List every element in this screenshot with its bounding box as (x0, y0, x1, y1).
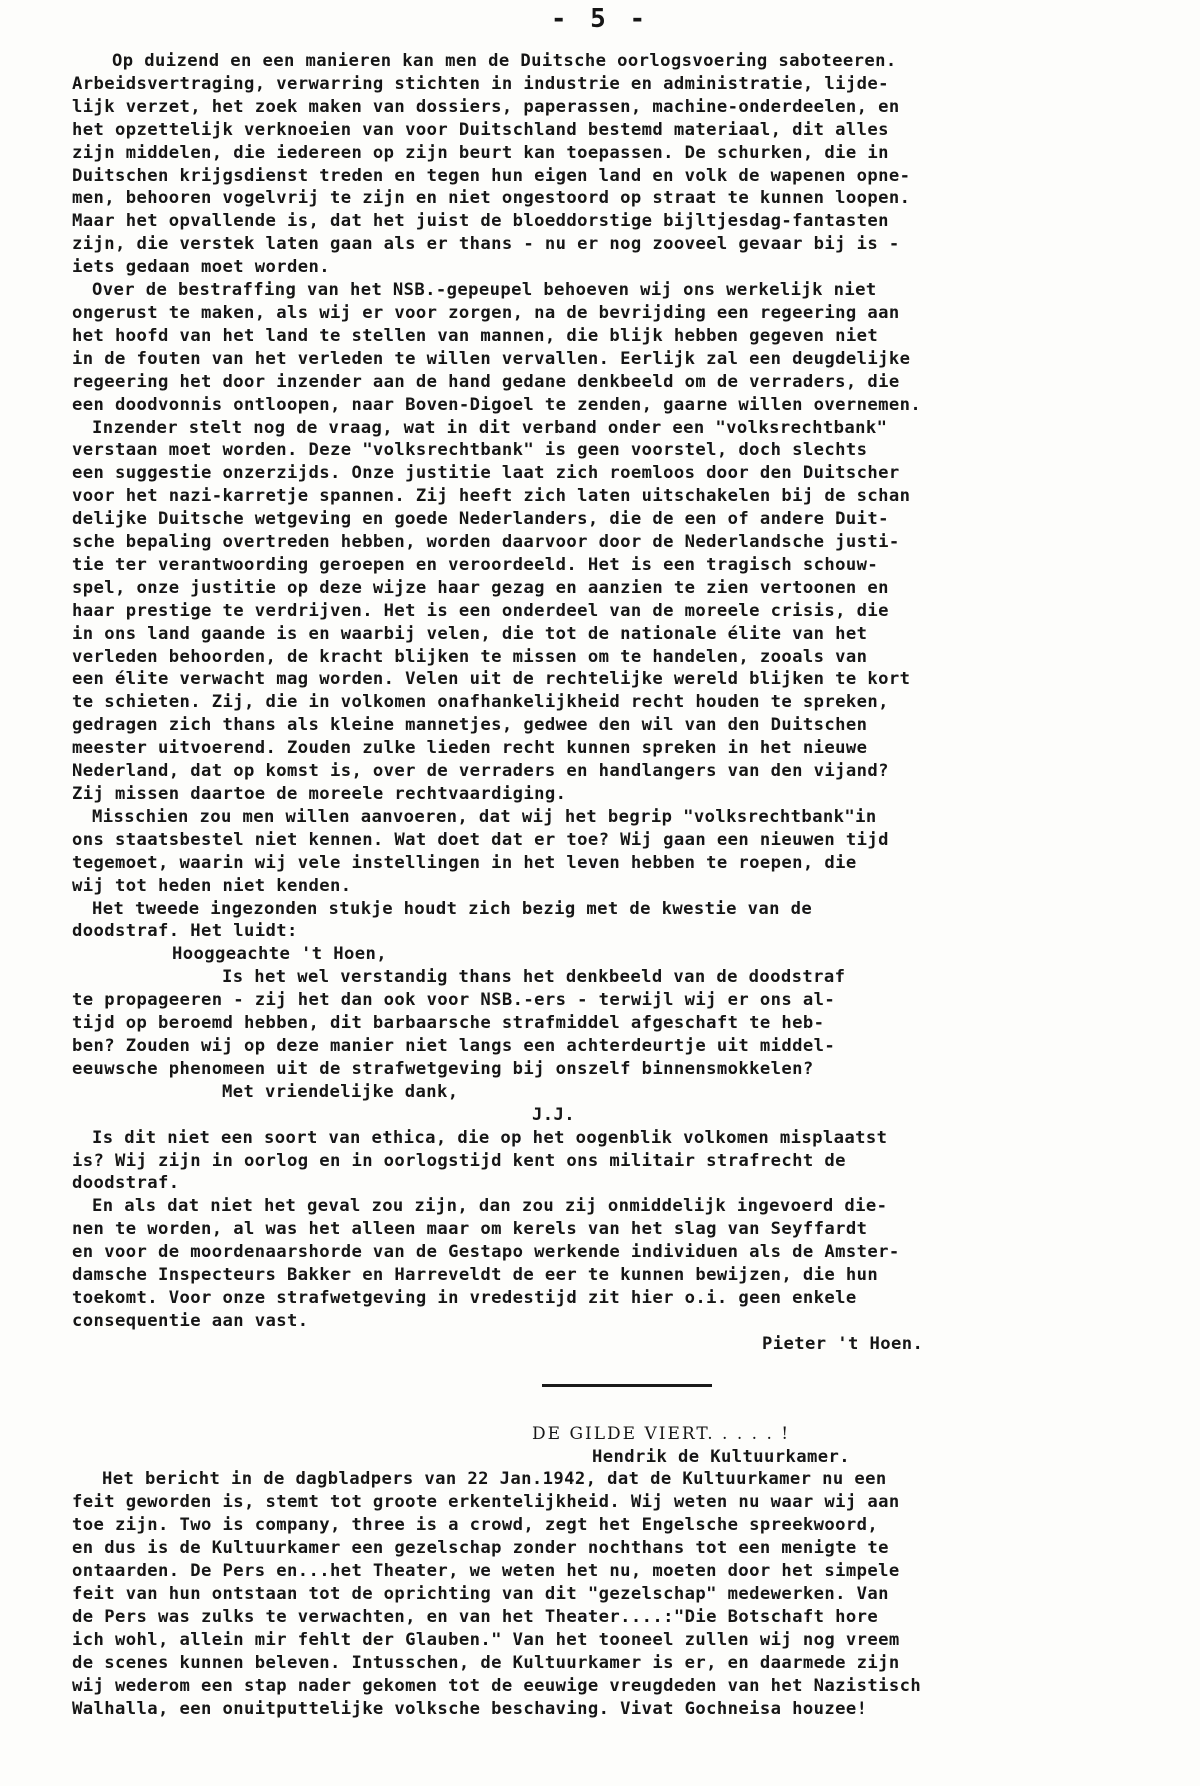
text-line: de Pers was zulks te verwachten, en van het Theater....:"Die Botschaft hore (72, 1606, 879, 1627)
text-line: Op duizend en een manieren kan men de Duitsche oorlogsvoering saboteeren. (112, 51, 897, 71)
text-line: lijk verzet, het zoek maken van dossiers, paperassen, machine-onderdeelen, en (72, 96, 900, 117)
text-line: Is het wel verstandig thans het denkbeeld van de doodstraf (222, 967, 846, 988)
author-signature: Pieter 't Hoen. (762, 1333, 924, 1354)
text-line: Inzender stelt nog de vraag, wat in dit verband onder een "volksrechtbank" (92, 417, 888, 438)
letter-closing: Met vriendelijke dank, (222, 1081, 459, 1102)
text-line: wij wederom een stap nader gekomen tot de eeuwige vreugdeden van het Nazistisch (72, 1675, 922, 1696)
text-line: ich wohl, allein mir fehlt der Glauben." Van het tooneel zullen wij nog vreem (72, 1629, 900, 1650)
text-line: Nederland, dat op komst is, over de verraders en handlangers van den vijand? (72, 761, 889, 782)
text-line: consequentie aan vast. (72, 1310, 309, 1331)
text-line: is? Wij zijn in oorlog en in oorlogstijd kent ons militair strafrecht de (72, 1150, 846, 1171)
text-line: feit geworden is, stemt tot groote erkentelijkheid. Wij weten nu waar wij aan (72, 1492, 900, 1513)
text-line: Maar het opvallende is, dat het juist de bloeddorstige bijltjesdag-fantasten (72, 211, 889, 232)
article-heading: DE GILDE VIERT. . . . . ! (532, 1423, 791, 1444)
text-line: te schieten. Zij, die in volkomen onafhankelijkheid recht houden te spreken, (72, 692, 889, 713)
text-line: men, behooren vogelvrij te zijn en niet ongestoord op straat te kunnen loopen. (72, 188, 911, 209)
text-line: delijke Duitsche wetgeving en goede Nederlanders, die de een of andere Duit- (72, 509, 889, 530)
paragraph (72, 279, 1152, 416)
document-body (72, 50, 1152, 1720)
text-line: Het tweede ingezonden stukje houdt zich bezig met de kwestie van de (92, 898, 813, 919)
text-line: te propageeren - zij het dan ook voor NSB.-ers - terwijl wij er ons al- (72, 990, 836, 1011)
text-line: Is dit niet een soort van ethica, die op het oogenblik volkomen misplaatst (92, 1127, 888, 1148)
text-line: ons staatsbestel niet kennen. Wat doet dat er toe? Wij gaan een nieuwen tijd (72, 829, 889, 850)
text-line: Zij missen daartoe de moreele rechtvaardiging. (72, 784, 567, 804)
article-2 (72, 1423, 1152, 1721)
article-1 (72, 50, 1152, 1356)
text-line: damsche Inspecteurs Bakker en Harreveldt de eer te kunnen bewijzen, die hun (72, 1265, 879, 1286)
paragraph (72, 417, 1152, 806)
text-line: En als dat niet het geval zou zijn, dan zou zij onmiddelijk ingevoerd die- (92, 1196, 888, 1217)
text-line: gedragen zich thans als kleine mannetjes, gedwee den wil van den Duitschen (72, 715, 868, 736)
text-line: voor het nazi-karretje spannen. Zij heeft zich laten uitschakelen bij de schan (72, 486, 911, 507)
text-line: doodstraf. (72, 1173, 180, 1194)
page-number: - 5 - (550, 4, 650, 34)
text-line: en dus is de Kultuurkamer een gezelschap zonder nochthans tot een menigte te (72, 1538, 889, 1559)
text-line: nen te worden, al was het alleen maar om kerels van het slag van Seyffardt (72, 1219, 868, 1240)
text-line: Arbeidsvertraging, verwarring stichten in industrie en administratie, lijde- (72, 73, 889, 94)
text-line: een élite verwacht mag worden. Velen uit de rechtelijke wereld blijken te kort (72, 669, 911, 690)
text-line: toekomt. Voor onze strafwetgeving in vredestijd zit hier o.i. geen enkele (72, 1287, 857, 1308)
text-line: de scenes kunnen beleven. Intusschen, de Kultuurkamer is er, en daarmede zijn (72, 1652, 900, 1673)
text-line: haar prestige te verdrijven. Het is een onderdeel van de moreele crisis, die (72, 600, 889, 621)
text-line: toe zijn. Two is company, three is a crowd, zegt het Engelsche spreekwoord, (72, 1515, 879, 1536)
text-line: zijn, die verstek laten gaan als er thans - nu er nog zooveel gevaar bij is - (72, 234, 900, 255)
text-line: het opzettelijk verknoeien van voor Duitschland bestemd materiaal, dit alles (72, 119, 889, 140)
text-line: in ons land gaande is en waarbij velen, die tot de nationale élite van het (72, 623, 868, 644)
text-line: een suggestie onzerzijds. Onze justitie laat zich roemloos door den Duitscher (72, 463, 900, 484)
text-line: en voor de moordenaarshorde van de Gestapo werkende individuen als de Amster- (72, 1242, 900, 1263)
text-line: regeering het door inzender aan de hand gedane denkbeeld om de verraders, die (72, 371, 900, 392)
paragraph (72, 1195, 1152, 1332)
text-line: zijn middelen, die iedereen op zijn beurt kan toepassen. De schurken, die in (72, 142, 889, 163)
text-line: ongerust te maken, als wij er voor zorgen, na de bevrijding een regeering aan (72, 302, 900, 323)
paragraph (72, 50, 1152, 279)
text-line: wij tot heden niet kenden. (72, 875, 352, 896)
text-line: tijd op beroemd hebben, dit barbaarsche strafmiddel afgeschaft te heb- (72, 1013, 825, 1034)
article-subheading: Hendrik de Kultuurkamer. (592, 1446, 850, 1467)
text-line: verstaan moet worden. Deze "volksrechtbank" is geen voorstel, doch slechts (72, 440, 868, 461)
text-line: Duitschen krijgsdienst treden en tegen hun eigen land en volk de wapenen opne- (72, 165, 911, 186)
text-line: spel, onze justitie op deze wijze haar gezag en aanzien te zien vertoonen en (72, 577, 889, 598)
text-line: iets gedaan moet worden. (72, 257, 330, 278)
text-line: feit van hun ontstaan tot de oprichting van dit "gezelschap" medewerken. Van (72, 1584, 889, 1604)
paragraph (72, 1468, 1152, 1720)
text-line: het hoofd van het land te stellen van mannen, die blijk hebben gegeven niet (72, 325, 879, 346)
text-line: doodstraf. Het luidt: (72, 921, 298, 942)
text-line: ben? Zouden wij op deze manier niet langs een achterdeurtje uit middel- (72, 1035, 836, 1056)
letter-body (72, 966, 1152, 1081)
text-line: ontaarden. De Pers en...het Theater, we weten het nu, moeten door het simpele (72, 1561, 900, 1582)
letter-salutation: Hooggeachte 't Hoen, (172, 944, 387, 965)
text-line: Het bericht in de dagbladpers van 22 Jan.1942, dat de Kultuurkamer nu een (102, 1469, 887, 1490)
text-line: verleden behoorden, de kracht blijken te missen om te handelen, zooals van (72, 646, 868, 667)
section-divider (542, 1384, 712, 1387)
text-line: sche bepaling overtreden hebben, worden daarvoor door de Nederlandsche justi- (72, 532, 900, 553)
paragraph (72, 898, 1152, 944)
text-line: Walhalla, een onuitputtelijke volksche beschaving. Vivat Gochneisa houzee! (72, 1698, 868, 1719)
paragraph (72, 806, 1152, 898)
text-line: Misschien zou men willen aanvoeren, dat wij het begrip "volksrechtbank"in (92, 806, 877, 827)
text-line: tegemoet, waarin wij vele instellingen in het leven hebben te roepen, die (72, 852, 857, 873)
text-line: in de fouten van het verleden te willen vervallen. Eerlijk zal een deugdelijke (72, 348, 911, 369)
text-line: een doodvonnis ontloopen, naar Boven-Digoel te zenden, gaarne willen overnemen. (72, 394, 922, 415)
text-line: meester uitvoerend. Zouden zulke lieden recht kunnen spreken in het nieuwe (72, 738, 868, 759)
paragraph (72, 1127, 1152, 1196)
letter-initials: J.J. (532, 1104, 575, 1125)
text-line: tie ter verantwoording geroepen en veroordeeld. Het is een tragisch schouw- (72, 554, 879, 575)
text-line: Over de bestraffing van het NSB.-gepeupel behoeven wij ons werkelijk niet (92, 280, 877, 301)
text-line: eeuwsche phenomeen uit de strafwetgeving bij onszelf binnensmokkelen? (72, 1058, 814, 1079)
